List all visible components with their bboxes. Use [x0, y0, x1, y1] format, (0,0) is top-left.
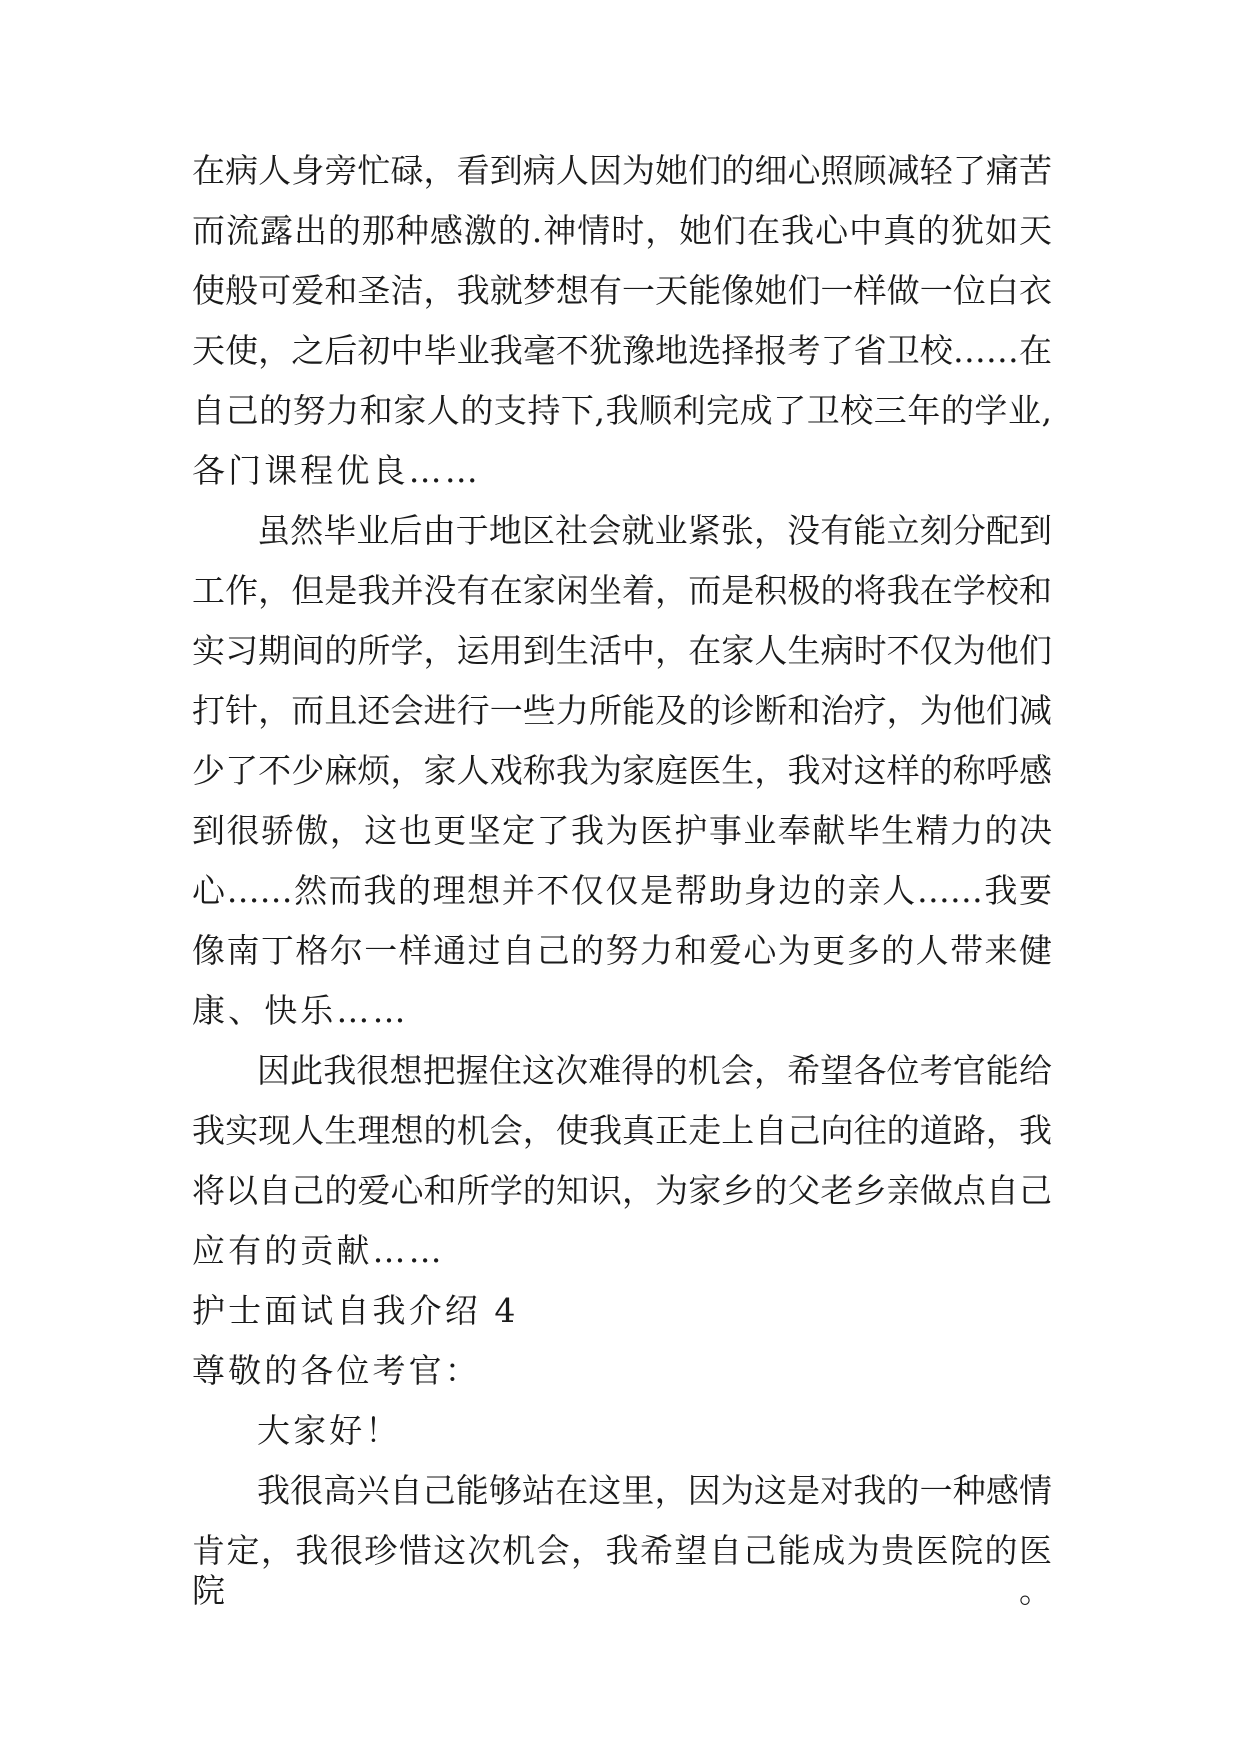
text-line: 少了不少麻烦，家人戏称我为家庭医生，我对这样的称呼感 [192, 751, 1052, 790]
text-line: 打针，而且还会进行一些力所能及的诊断和治疗，为他们减 [192, 691, 1052, 730]
text-line: 心……然而我的理想并不仅仅是帮助身边的亲人……我要 [192, 871, 1052, 910]
text-line: 工作，但是我并没有在家闲坐着，而是积极的将我在学校和 [192, 571, 1052, 610]
text-line: 康、快乐…… [192, 991, 409, 1030]
text-line: 各门课程优良…… [192, 451, 481, 490]
text-line: 我实现人生理想的机会，使我真正走上自己向往的道路，我 [192, 1111, 1052, 1150]
text-line: 将以自己的爱心和所学的知识，为家乡的父老乡亲做点自己 [192, 1171, 1052, 1210]
text-line: 到很骄傲，这也更坚定了我为医护事业奉献毕生精力的决 [192, 811, 1052, 850]
salutation: 尊敬的各位考官： [192, 1351, 481, 1390]
paragraph-start-line: 虽然毕业后由于地区社会就业紧张，没有能立刻分配到 [257, 511, 1052, 550]
text-line: 实习期间的所学，运用到生活中，在家人生病时不仅为他们 [192, 631, 1052, 670]
text-line: 应有的贡献…… [192, 1231, 445, 1270]
text-line: 自己的努力和家人的支持下,我顺利完成了卫校三年的学业, [192, 391, 1052, 430]
text-line: 使般可爱和圣洁，我就梦想有一天能像她们一样做一位白衣 [192, 271, 1052, 310]
paragraph-start-line: 我很高兴自己能够站在这里，因为这是对我的一种感情 [257, 1471, 1052, 1510]
text-line: 肯定，我很珍惜这次机会，我希望自己能成为贵医院的医院。 [192, 1531, 1052, 1610]
text-line: 在病人身旁忙碌，看到病人因为她们的细心照顾减轻了痛苦 [192, 151, 1052, 190]
text-line: 而流露出的那种感激的.神情时，她们在我心中真的犹如天 [192, 211, 1052, 250]
text-line: 天使，之后初中毕业我毫不犹豫地选择报考了省卫校……在 [192, 331, 1052, 370]
section-heading: 护士面试自我介绍 4 [192, 1291, 519, 1330]
text-line: 像南丁格尔一样通过自己的努力和爱心为更多的人带来健 [192, 931, 1052, 970]
paragraph-start-line: 因此我很想把握住这次难得的机会，希望各位考官能给 [257, 1051, 1052, 1090]
greeting: 大家好！ [257, 1411, 402, 1450]
